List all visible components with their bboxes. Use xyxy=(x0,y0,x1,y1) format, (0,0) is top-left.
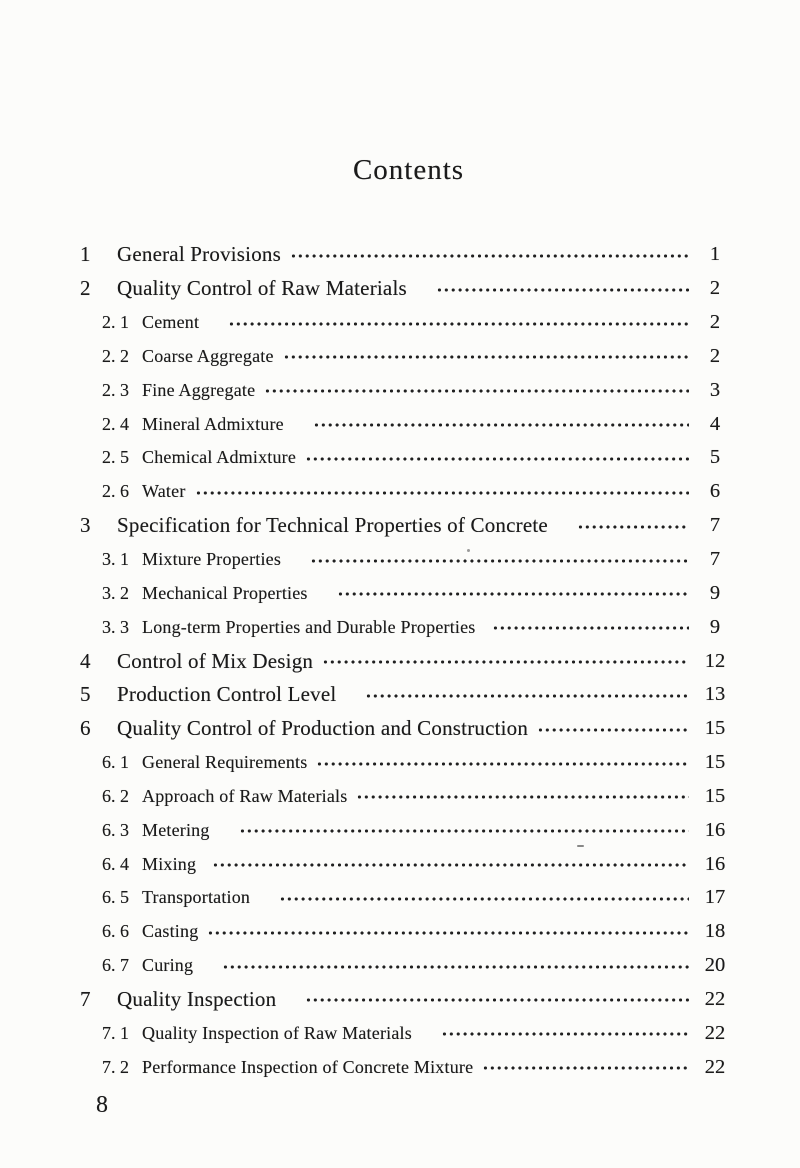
toc-entry xyxy=(80,576,737,610)
entry-page-number: 16 xyxy=(704,852,726,875)
entry-number: 3 xyxy=(80,513,91,538)
entry-title: Coarse Aggregate xyxy=(142,345,274,366)
entry-number: 6. 3 xyxy=(102,819,129,840)
entry-number: 6. 4 xyxy=(102,853,129,874)
toc-list xyxy=(80,238,737,1084)
entry-title: Transportation xyxy=(142,887,251,908)
dot-leader xyxy=(436,283,689,297)
page-title: Contents xyxy=(352,154,465,186)
dot-leader xyxy=(322,655,689,669)
dot-leader xyxy=(482,1061,689,1075)
scan-artifact xyxy=(467,549,470,552)
dot-leader xyxy=(279,892,689,906)
dot-leader xyxy=(577,520,689,534)
entry-title: Control of Mix Design xyxy=(117,648,314,673)
toc-entry xyxy=(80,475,737,509)
entry-page-number: 15 xyxy=(704,751,726,774)
entry-title: Mixture Properties xyxy=(142,549,282,570)
toc-entry xyxy=(80,678,737,712)
toc-entry xyxy=(80,712,737,746)
dot-leader xyxy=(313,418,689,432)
entry-number: 3. 2 xyxy=(102,582,129,603)
entry-page-number: 22 xyxy=(704,1021,726,1044)
entry-page-number: 2 xyxy=(709,277,721,300)
entry-title: Quality Inspection xyxy=(117,986,277,1011)
entry-page-number: 6 xyxy=(709,480,721,503)
entry-number: 2 xyxy=(80,276,91,301)
dot-leader xyxy=(537,723,689,737)
entry-number: 6 xyxy=(80,716,91,741)
folio-page-number: 8 xyxy=(96,1092,108,1119)
entry-title: Mechanical Properties xyxy=(142,582,308,603)
toc-entry xyxy=(80,949,737,983)
entry-title: Curing xyxy=(142,955,194,976)
toc-entry xyxy=(80,881,737,915)
dot-leader xyxy=(337,587,689,601)
entry-number: 5 xyxy=(80,682,91,707)
entry-number: 2. 2 xyxy=(102,345,129,366)
entry-page-number: 7 xyxy=(709,548,721,571)
toc-entry xyxy=(80,813,737,847)
entry-page-number: 5 xyxy=(709,446,721,469)
entry-title: Fine Aggregate xyxy=(142,379,256,400)
entry-page-number: 15 xyxy=(704,784,726,807)
entry-page-number: 18 xyxy=(704,920,726,943)
toc-entry xyxy=(80,543,737,577)
entry-title: General Provisions xyxy=(117,242,281,267)
entry-page-number: 20 xyxy=(704,954,726,977)
entry-number: 6. 7 xyxy=(102,955,129,976)
entry-title: Water xyxy=(142,481,186,502)
toc-entry xyxy=(80,238,737,272)
entry-page-number: 7 xyxy=(709,514,721,537)
entry-title: Chemical Admixture xyxy=(142,447,297,468)
dot-leader xyxy=(305,993,689,1007)
toc-entry xyxy=(80,746,737,780)
entry-title: Quality Inspection of Raw Materials xyxy=(142,1022,412,1043)
dot-leader xyxy=(222,960,689,974)
dot-leader xyxy=(305,452,689,466)
entry-title: Mixing xyxy=(142,853,197,874)
entry-page-number: 2 xyxy=(709,344,721,367)
entry-number: 3. 3 xyxy=(102,616,129,637)
entry-title: Metering xyxy=(142,819,210,840)
dot-leader xyxy=(290,249,689,263)
entry-page-number: 1 xyxy=(709,243,721,266)
entry-number: 2. 3 xyxy=(102,379,129,400)
toc-entry xyxy=(80,509,737,543)
entry-title: Cement xyxy=(142,312,200,333)
entry-number: 2. 5 xyxy=(102,447,129,468)
entry-title: Quality Control of Production and Construction xyxy=(117,716,529,741)
dot-leader xyxy=(365,689,689,703)
entry-page-number: 13 xyxy=(704,683,726,706)
entry-page-number: 22 xyxy=(704,987,726,1010)
entry-page-number: 4 xyxy=(709,412,721,435)
entry-title: Casting xyxy=(142,921,199,942)
dot-leader xyxy=(316,757,689,771)
entry-title: Specification for Technical Properties of Concrete xyxy=(117,513,548,538)
entry-number: 2. 6 xyxy=(102,481,129,502)
entry-number: 6. 5 xyxy=(102,887,129,908)
entry-number: 6. 2 xyxy=(102,785,129,806)
entry-page-number: 9 xyxy=(709,581,721,604)
entry-title: Mineral Admixture xyxy=(142,413,284,434)
dot-leader xyxy=(356,790,689,804)
toc-entry xyxy=(80,441,737,475)
dot-leader xyxy=(239,824,689,838)
dot-leader xyxy=(310,554,689,568)
dot-leader xyxy=(207,926,689,940)
toc-entry xyxy=(80,373,737,407)
toc-entry xyxy=(80,610,737,644)
toc-entry xyxy=(80,272,737,306)
entry-title: Quality Control of Raw Materials xyxy=(117,276,407,301)
toc-entry xyxy=(80,780,737,814)
entry-page-number: 15 xyxy=(704,717,726,740)
entry-number: 1 xyxy=(80,242,91,267)
entry-number: 6. 6 xyxy=(102,921,129,942)
entry-number: 4 xyxy=(80,648,91,673)
entry-title: Production Control Level xyxy=(117,682,337,707)
entry-number: 2. 4 xyxy=(102,413,129,434)
toc-entry xyxy=(80,983,737,1017)
scan-artifact xyxy=(577,845,584,847)
entry-page-number: 2 xyxy=(709,311,721,334)
entry-page-number: 3 xyxy=(709,378,721,401)
entry-title: General Requirements xyxy=(142,752,308,773)
entry-page-number: 9 xyxy=(709,615,721,638)
toc-entry xyxy=(80,1016,737,1050)
entry-number: 2. 1 xyxy=(102,312,129,333)
toc-entry xyxy=(80,340,737,374)
dot-leader xyxy=(264,384,689,398)
dot-leader xyxy=(195,486,689,500)
dot-leader xyxy=(441,1027,689,1041)
entry-page-number: 17 xyxy=(704,886,726,909)
entry-number: 7. 1 xyxy=(102,1022,129,1043)
dot-leader xyxy=(228,317,689,331)
entry-title: Performance Inspection of Concrete Mixture xyxy=(142,1056,474,1077)
dot-leader xyxy=(492,621,689,635)
dot-leader xyxy=(212,858,689,872)
toc-entry xyxy=(80,306,737,340)
entry-page-number: 16 xyxy=(704,818,726,841)
toc-entry xyxy=(80,407,737,441)
dot-leader xyxy=(283,350,689,364)
entry-number: 3. 1 xyxy=(102,549,129,570)
entry-title: Long-term Properties and Durable Properties xyxy=(142,616,476,637)
entry-page-number: 12 xyxy=(704,649,726,672)
toc-entry xyxy=(80,644,737,678)
entry-number: 7 xyxy=(80,986,91,1011)
entry-number: 6. 1 xyxy=(102,752,129,773)
toc-entry xyxy=(80,847,737,881)
entry-number: 7. 2 xyxy=(102,1056,129,1077)
entry-title: Approach of Raw Materials xyxy=(142,785,348,806)
entry-page-number: 22 xyxy=(704,1055,726,1078)
toc-entry xyxy=(80,915,737,949)
toc-entry xyxy=(80,1050,737,1084)
